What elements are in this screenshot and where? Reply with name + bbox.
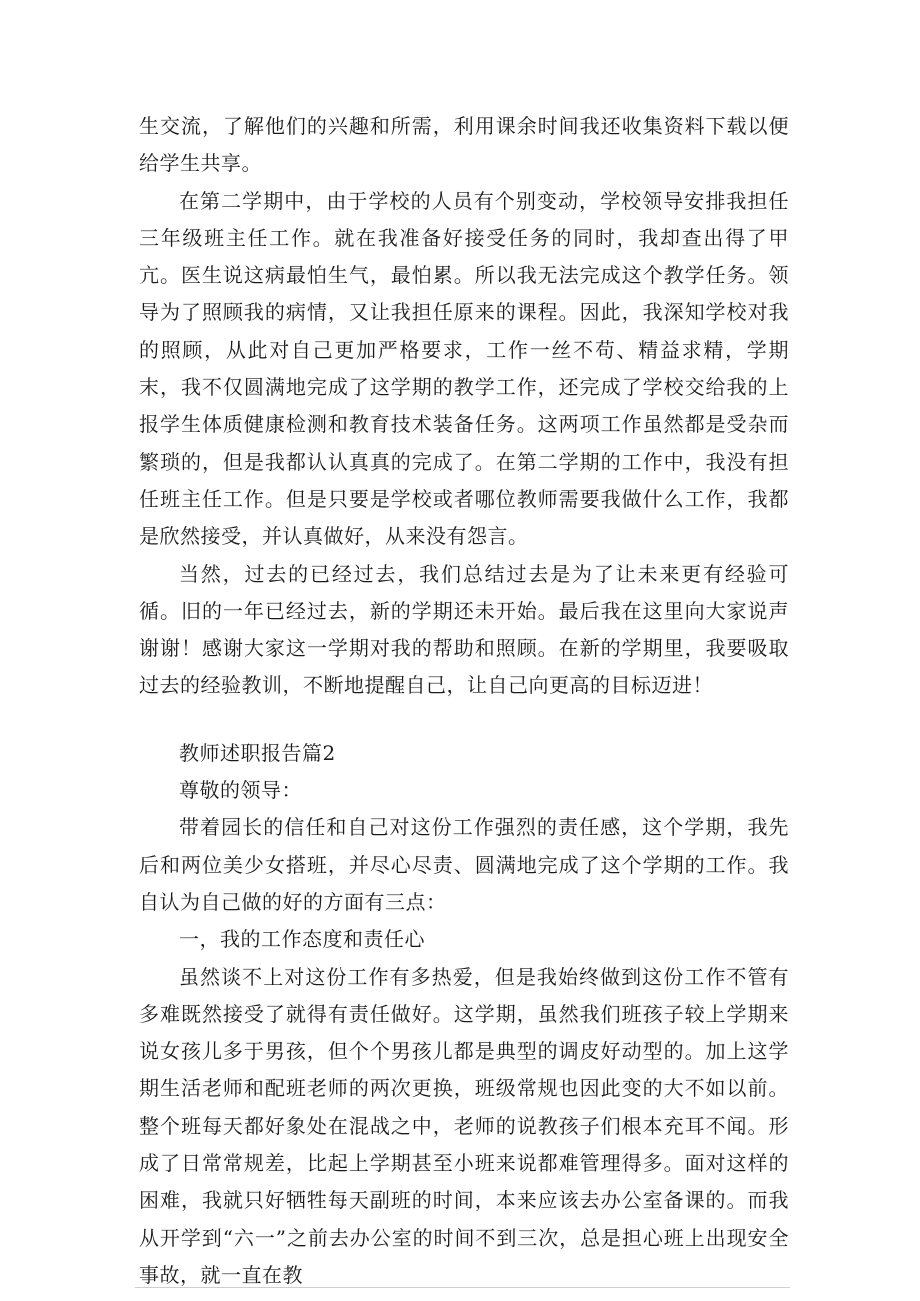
document-body: [139, 108, 789, 1294]
paragraph-conclusion: 当然，过去的已经过去，我们总结过去是为了让未来更有经验可循。旧的一年已经过去，新的学期还未开始。最后我在这里向大家说声谢谢！感谢大家这一学期对我的帮助和照顾。在新的学期里，我要吸取过去的经验教训，不断地提醒自己，让自己向更高的目标迈进！: [139, 561, 789, 698]
paragraph-continued: 生交流，了解他们的兴趣和所需，利用课余时间我还收集资料下载以便给学生共享。: [139, 114, 789, 176]
section-title: 教师述职报告篇2: [179, 740, 336, 765]
paragraph-intro: 带着园长的信任和自己对这份工作强烈的责任感，这个学期，我先后和两位美少女搭班，并尽心尽责、圆满地完成了这个学期的工作。我自认为自己做的好的方面有三点：: [139, 815, 789, 914]
paragraph-work-attitude: 虽然谈不上对这份工作有多热爱，但是我始终做到这份工作不管有多难既然接受了就得有责任做好。这学期，虽然我们班孩子较上学期来说女孩儿多于男孩，但个个男孩儿都是典型的调皮好动型的。加上这学期生活老师和配班老师的两次更换，班级常规也因此变的大不如以前。整个班每天都好象处在混战之中，老师的说教孩子们根本充耳不闻。形成了日常常规差，比起上学期甚至小班来说都难管理得多。面对这样的困难，我就只好牺牲每天副班的时间，本来应该去办公室备课的。而我从开学到“六一”之前去办公室的时间不到三次，总是担心班上出现安全事故，就一直在教: [139, 964, 789, 1287]
paragraph-second-semester: 在第二学期中，由于学校的人员有个别变动，学校领导安排我担任三年级班主任工作。就在我准备好接受任务的同时，我却查出得了甲亢。医生说这病最怕生气，最怕累。所以我无法完成这个教学任务。领导为了照顾我的病情，又让我担任原来的课程。因此，我深知学校对我的照顾，从此对自己更加严格要求，工作一丝不苟、精益求精，学期末，我不仅圆满地完成了这学期的教学工作，还完成了学校交给我的上报学生体质健康检测和教育技术装备任务。这两项工作虽然都是受杂而繁琐的，但是我都认认真真的完成了。在第二学期的工作中，我没有担任班主任工作。但是只要是学校或者哪位教师需要我做什么工作，我都是欣然接受，并认真做好，从来没有怨言。: [139, 188, 789, 549]
salutation: 尊敬的领导：: [179, 778, 302, 803]
subsection-heading: 一，我的工作态度和责任心: [179, 927, 425, 952]
page-bottom-divider: [135, 1287, 790, 1288]
